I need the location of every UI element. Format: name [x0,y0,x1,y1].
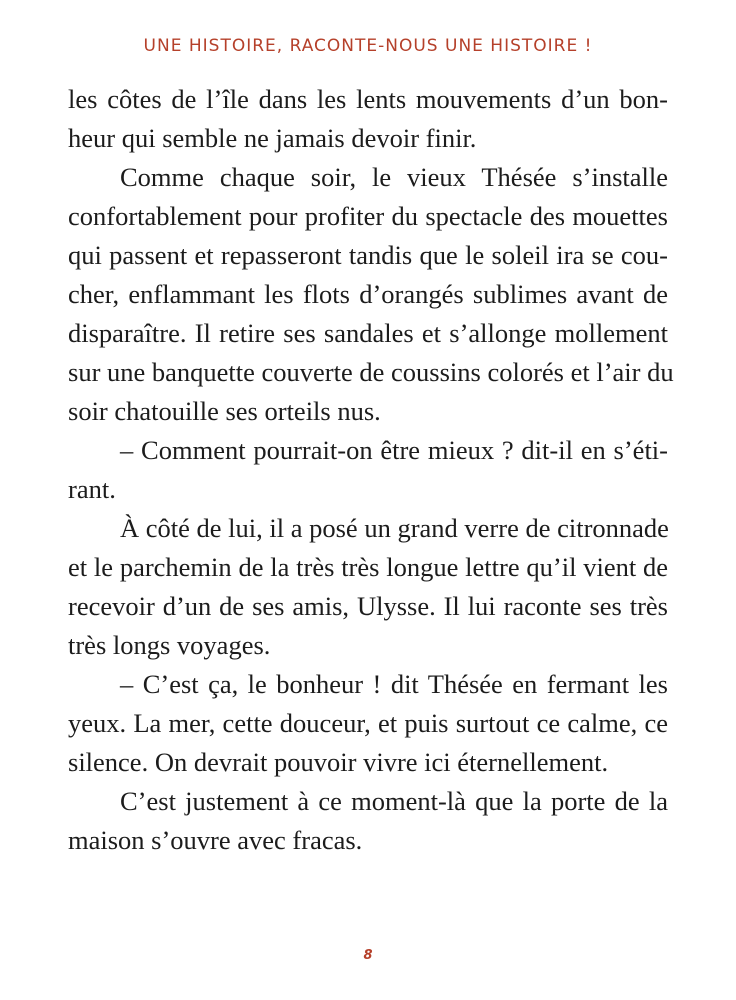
page-number: 8 [363,948,373,963]
text-line: soir chatouille ses orteils nus. [68,396,381,426]
body-text [68,80,674,860]
text-line: silence. On devrait pouvoir vivre ici éternellement. [68,747,609,777]
text-line: recevoir d’un de ses amis, Ulysse. Il lui raconte ses très [68,591,668,621]
dialogue-line: – C’est ça, le bonheur ! dit Thésée en fermant les [120,669,668,699]
text-line: qui passent et repasseront tandis que le soleil ira se cou- [68,240,668,270]
text-line: heur qui semble ne jamais devoir finir. [68,123,477,153]
text-line: cher, enflammant les flots d’orangés sublimes avant de [68,279,668,309]
text-line: yeux. La mer, cette douceur, et puis surtout ce calme, ce [68,708,668,738]
paragraph-start-line: Comme chaque soir, le vieux Thésée s’installe [120,162,668,192]
running-header: UNE HISTOIRE, RACONTE-NOUS UNE HISTOIRE ! [143,36,593,56]
paragraph-start-line: À côté de lui, il a posé un grand verre de citronnade [120,513,669,543]
text-line: maison s’ouvre avec fracas. [68,825,363,855]
text-line: très longs voyages. [68,630,271,660]
text-line: les côtes de l’île dans les lents mouvements d’un bon- [68,84,668,114]
text-line: disparaître. Il retire ses sandales et s’allonge mollement [68,318,668,348]
text-line: rant. [68,474,116,504]
text-line: confortablement pour profiter du spectacle des mouettes [68,201,668,231]
paragraph-start-line: C’est justement à ce moment-là que la porte de la [120,786,668,816]
dialogue-line: – Comment pourrait-on être mieux ? dit-il en s’éti- [120,435,668,465]
text-line: et le parchemin de la très très longue lettre qu’il vient de [68,552,668,582]
text-line: sur une banquette couverte de coussins colorés et l’air du [68,357,674,387]
